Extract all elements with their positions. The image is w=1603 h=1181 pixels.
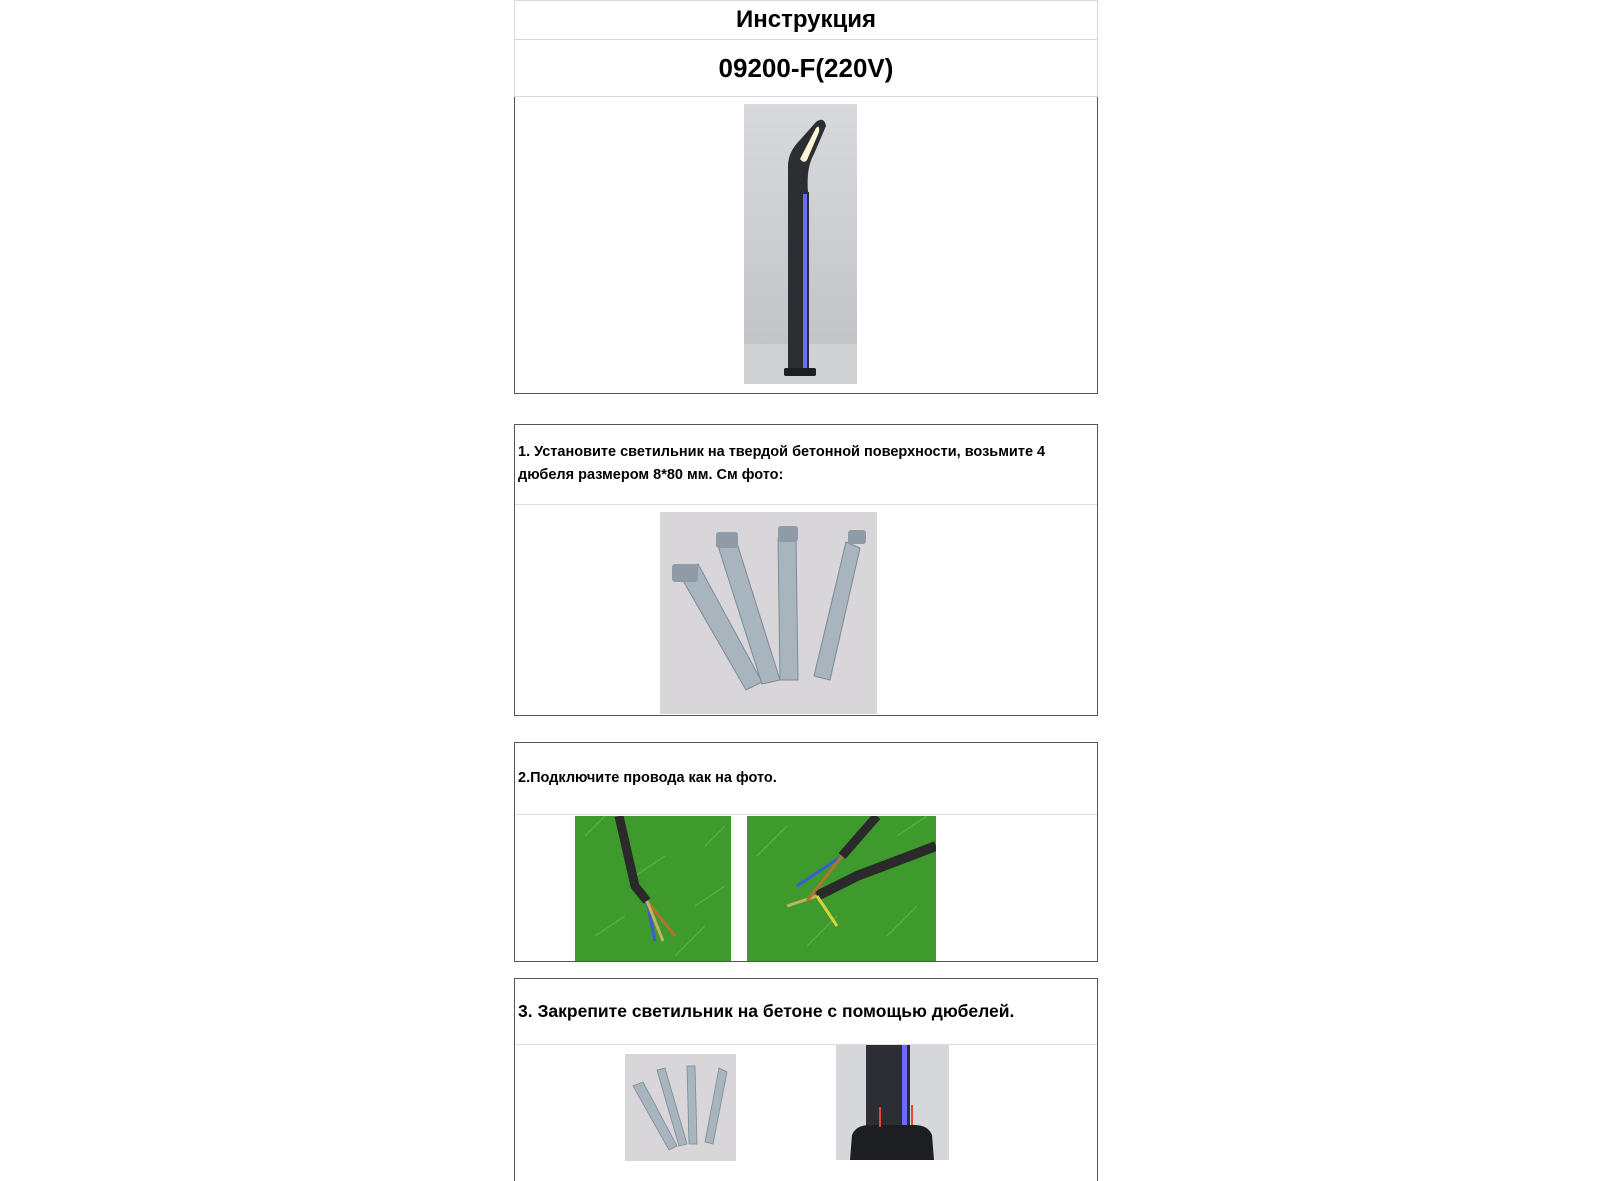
step-3-panel	[514, 978, 1098, 1181]
instruction-sheet	[514, 0, 1098, 1181]
row-divider	[515, 814, 1097, 815]
step-1-text: 1. Установите светильник на твердой бетонной поверхности, возьмите 4 дюбеля размером 8*80 мм. См фото:	[518, 444, 1046, 483]
model-number: 09200-F(220V)	[514, 40, 1098, 97]
wires-photo-left	[575, 816, 731, 961]
row-divider	[515, 1044, 1097, 1045]
step-2-text: 2.Подключите провода как на фото.	[518, 770, 777, 786]
lamp-base-photo	[836, 1045, 949, 1160]
dowels-photo	[660, 512, 877, 714]
step-2-panel	[514, 742, 1098, 962]
step-3-text: 3. Закрепите светильник на бетоне с помощью дюбелей.	[518, 1001, 1015, 1021]
product-photo-panel	[514, 97, 1098, 394]
dowels-photo-small	[625, 1054, 736, 1161]
bollard-lamp-photo	[744, 104, 857, 384]
wires-photo-right	[747, 816, 936, 961]
document-title: Инструкция	[514, 0, 1098, 40]
row-divider	[515, 504, 1097, 505]
step-1-panel	[514, 424, 1098, 716]
